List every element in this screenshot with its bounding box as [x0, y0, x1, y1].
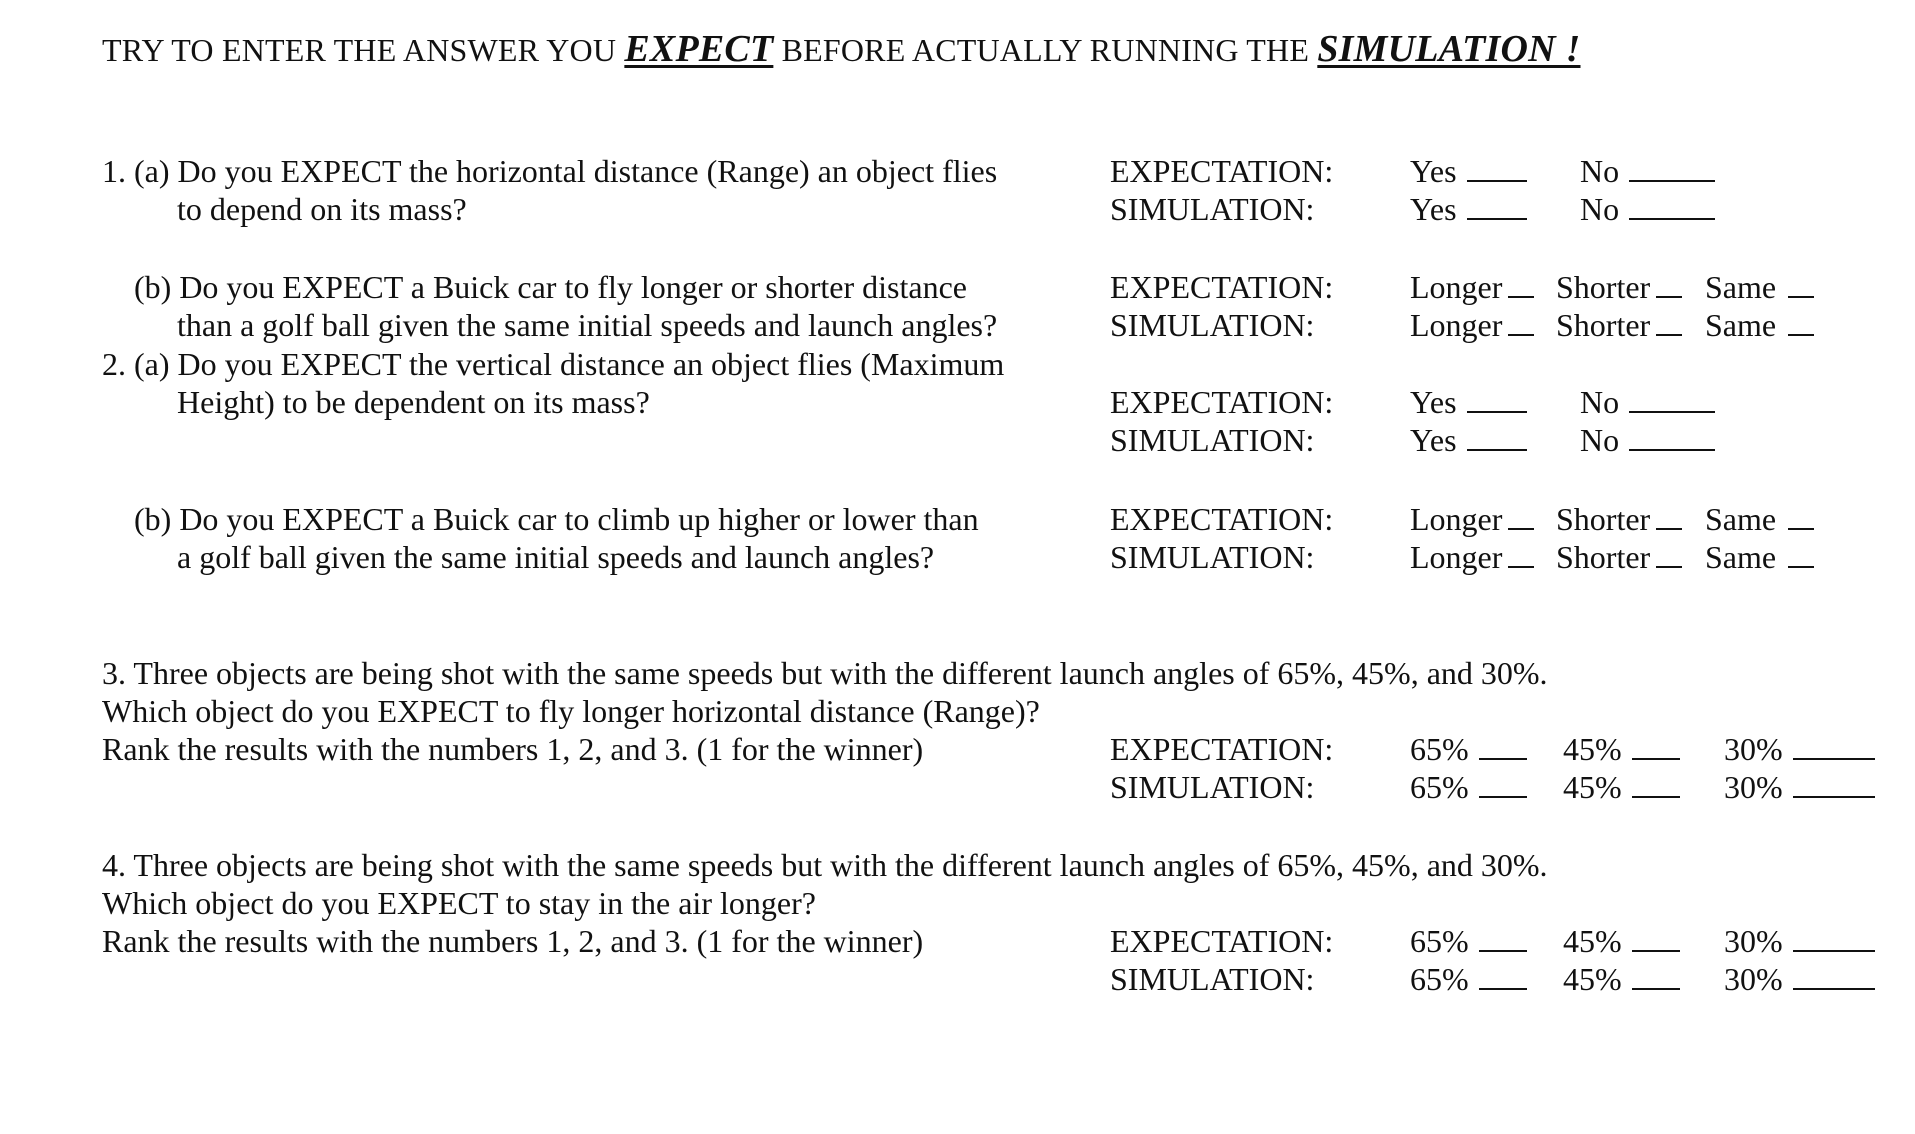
q1b-sim-longer-blank[interactable]	[1508, 308, 1534, 336]
q4-45-answers: 45% 45%	[1563, 922, 1680, 998]
q1b-expect-same-blank[interactable]	[1788, 270, 1814, 298]
q3-question: 3. Three objects are being shot with the same speeds but with the different launch angles of 65%, 45%, and 30%. Which object do you EXPECT to fly longer horizontal distance (Range)? Rank the results with the numbers 1, 2, and 3. (1 for the winner)	[102, 655, 1548, 767]
q2b-question: (b) Do you EXPECT a Buick car to climb up higher or lower than a golf ball given the same initial speeds and launch angles?	[134, 501, 979, 575]
q3-labels: EXPECTATION: SIMULATION:	[1110, 731, 1334, 805]
q2a-question: 2. (a) Do you EXPECT the vertical distance an object flies (Maximum Height) to be dependent on its mass?	[102, 346, 1005, 420]
q2a-expect-no-blank[interactable]	[1629, 385, 1715, 413]
q1b-expect-shorter-blank[interactable]	[1656, 270, 1682, 298]
q3-sim-30-blank[interactable]	[1793, 770, 1875, 798]
q4-sim-45-blank[interactable]	[1632, 962, 1680, 990]
q2b-sim-same-blank[interactable]	[1788, 540, 1814, 568]
q3-30-answers: 30% 30%	[1724, 730, 1875, 806]
q4-expect-45-blank[interactable]	[1632, 924, 1680, 952]
q2b-longer-answers: Longer Longer	[1410, 500, 1534, 576]
q2a-expect-yes-blank[interactable]	[1467, 385, 1527, 413]
q1b-sim-shorter-blank[interactable]	[1656, 308, 1682, 336]
q2b-sim-shorter-blank[interactable]	[1656, 540, 1682, 568]
q1b-labels: EXPECTATION: SIMULATION:	[1110, 269, 1334, 343]
q2a-sim-no-blank[interactable]	[1629, 423, 1715, 451]
q4-expect-65-blank[interactable]	[1479, 924, 1527, 952]
q1a-sim-yes-blank[interactable]	[1467, 192, 1527, 220]
header-expect-emphasis: EXPECT	[624, 28, 774, 70]
q1b-question: (b) Do you EXPECT a Buick car to fly longer or shorter distance than a golf ball given the same initial speeds and launch angles?	[134, 269, 998, 343]
page-header: TRY TO ENTER THE ANSWER YOU EXPECT BEFORE ACTUALLY RUNNING THE SIMULATION !	[102, 28, 1581, 70]
q2b-expect-shorter-blank[interactable]	[1656, 502, 1682, 530]
q1a-no-answers: No No	[1580, 152, 1715, 228]
q3-expect-30-blank[interactable]	[1793, 732, 1875, 760]
q1a-expect-yes-blank[interactable]	[1467, 154, 1527, 182]
q1b-sim-same-blank[interactable]	[1788, 308, 1814, 336]
q2b-expect-longer-blank[interactable]	[1508, 502, 1534, 530]
q2a-no-answers: No No	[1580, 383, 1715, 459]
q3-sim-45-blank[interactable]	[1632, 770, 1680, 798]
q1a-expect-no-blank[interactable]	[1629, 154, 1715, 182]
q3-expect-65-blank[interactable]	[1479, 732, 1527, 760]
q1a-labels: EXPECTATION: SIMULATION:	[1110, 153, 1334, 227]
q4-labels: EXPECTATION: SIMULATION:	[1110, 923, 1334, 997]
q1a-yes-answers: Yes Yes	[1410, 152, 1527, 228]
q4-sim-30-blank[interactable]	[1793, 962, 1875, 990]
q3-65-answers: 65% 65%	[1410, 730, 1527, 806]
q1b-shorter-answers: Shorter Shorter	[1556, 268, 1682, 344]
q4-30-answers: 30% 30%	[1724, 922, 1875, 998]
q1a-sim-no-blank[interactable]	[1629, 192, 1715, 220]
q4-question: 4. Three objects are being shot with the same speeds but with the different launch angles of 65%, 45%, and 30%. Which object do you EXPECT to stay in the air longer? Rank the results with the numbers 1, 2, and 3. (1 for the winner)	[102, 847, 1548, 959]
q2b-expect-same-blank[interactable]	[1788, 502, 1814, 530]
q2b-shorter-answers: Shorter Shorter	[1556, 500, 1682, 576]
q1a-question: 1. (a) Do you EXPECT the horizontal distance (Range) an object flies to depend on its mass?	[102, 153, 998, 227]
q2b-same-answers: Same Same	[1705, 500, 1814, 576]
q2b-labels: EXPECTATION: SIMULATION:	[1110, 501, 1334, 575]
q1b-longer-answers: Longer Longer	[1410, 268, 1534, 344]
q3-45-answers: 45% 45%	[1563, 730, 1680, 806]
q3-sim-65-blank[interactable]	[1479, 770, 1527, 798]
q2a-labels: EXPECTATION: SIMULATION:	[1110, 384, 1334, 458]
q3-expect-45-blank[interactable]	[1632, 732, 1680, 760]
q2b-sim-longer-blank[interactable]	[1508, 540, 1534, 568]
q1b-expect-longer-blank[interactable]	[1508, 270, 1534, 298]
q4-65-answers: 65% 65%	[1410, 922, 1527, 998]
q4-sim-65-blank[interactable]	[1479, 962, 1527, 990]
q2a-sim-yes-blank[interactable]	[1467, 423, 1527, 451]
q4-expect-30-blank[interactable]	[1793, 924, 1875, 952]
q1b-same-answers: Same Same	[1705, 268, 1814, 344]
header-simulation-emphasis: SIMULATION !	[1317, 28, 1581, 70]
q2a-yes-answers: Yes Yes	[1410, 383, 1527, 459]
